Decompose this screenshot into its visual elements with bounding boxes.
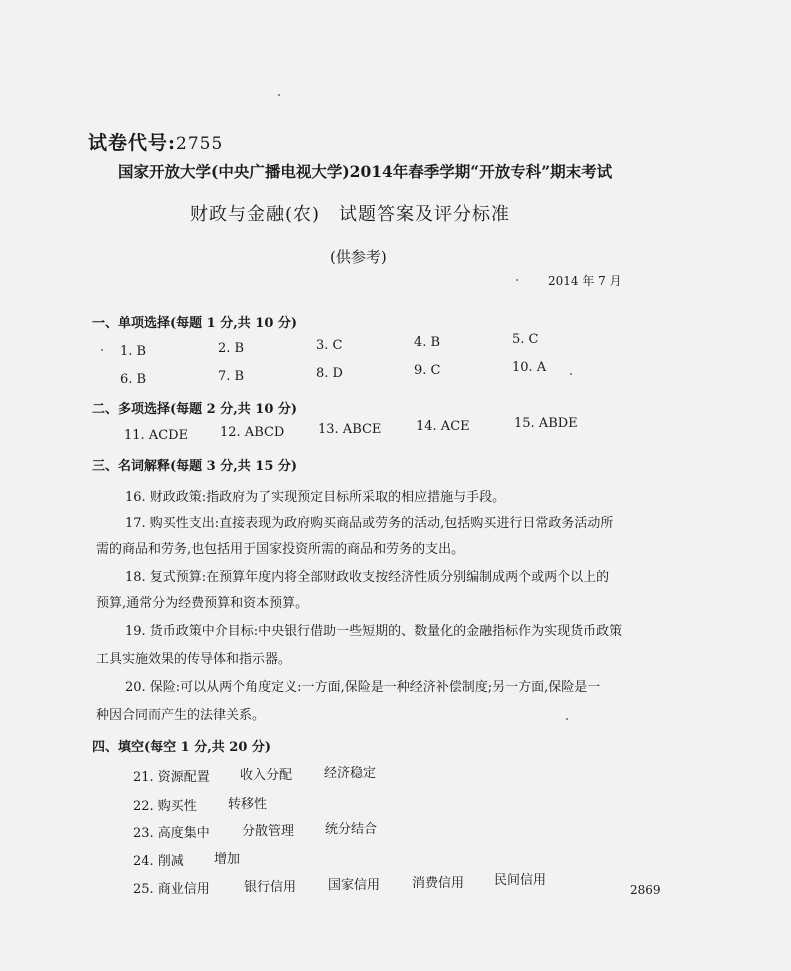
page-number: 2869: [630, 883, 661, 897]
fill-24-a: 24. 削减: [133, 854, 184, 869]
definition-19-line2: 工具实施效果的传导体和指示器。: [96, 652, 292, 667]
fill-21-c: 经济稳定: [324, 766, 377, 781]
section-2-title: 二、多项选择(每题 2 分,共 10 分): [92, 402, 298, 417]
exam-title: 国家开放大学(中央广播电视大学)2014年春季学期“开放专科”期末考试: [118, 162, 613, 181]
scan-speck: [101, 349, 103, 351]
section-4-title: 四、填空(每空 1 分,共 20 分): [92, 740, 272, 755]
definition-20-line1: 20. 保险:可以从两个角度定义:一方面,保险是一种经济补偿制度;另一方面,保险是一: [125, 680, 601, 695]
answer-3: 3. C: [316, 338, 343, 353]
exam-date: 2014 年 7 月: [548, 274, 622, 288]
answer-10: 10. A: [512, 360, 547, 375]
fill-25-e: 民间信用: [494, 873, 547, 888]
paper-code-label: 试卷代号:: [88, 132, 177, 154]
answer-9: 9. C: [414, 363, 441, 378]
definition-18-line2: 预算,通常分为经费预算和资本预算。: [96, 596, 309, 611]
answer-2: 2. B: [218, 341, 245, 356]
section-1-title: 一、单项选择(每题 1 分,共 10 分): [92, 316, 298, 331]
answer-8: 8. D: [316, 366, 343, 381]
answer-15: 15. ABDE: [514, 416, 578, 431]
definition-18-line1: 18. 复式预算:在预算年度内将全部财政收支按经济性质分别编制成两个或两个以上的: [125, 570, 610, 585]
fill-22-a: 22. 购买性: [133, 799, 197, 814]
fill-21-b: 收入分配: [240, 768, 293, 783]
definition-20-line2: 种因合同而产生的法律关系。: [96, 708, 266, 723]
answer-1: 1. B: [120, 344, 147, 359]
answer-12: 12. ABCD: [220, 425, 285, 440]
answer-7: 7. B: [218, 369, 245, 384]
answer-14: 14. ACE: [416, 419, 470, 434]
scan-speck: [516, 279, 518, 281]
paper-code: [88, 128, 223, 155]
answer-11: 11. ACDE: [124, 428, 189, 443]
answer-5: 5. C: [512, 332, 539, 347]
answer-13: 13. ABCE: [318, 422, 382, 437]
fill-23-c: 统分结合: [325, 822, 378, 837]
definition-19-line1: 19. 货币政策中介目标:中央银行借助一些短期的、数量化的金融指标作为实现货币政策: [125, 624, 623, 639]
section-3-title: 三、名词解释(每题 3 分,共 15 分): [92, 459, 298, 474]
answer-4: 4. B: [414, 335, 441, 350]
scan-speck: [278, 94, 280, 96]
fill-23-b: 分散管理: [242, 824, 295, 839]
answer-6: 6. B: [120, 372, 147, 387]
definition-16: 16. 财政政策:指政府为了实现预定目标所采取的相应措施与手段。: [125, 490, 506, 505]
paper-code-number: 2755: [176, 134, 224, 154]
fill-25-d: 消费信用: [412, 876, 465, 891]
fill-23-a: 23. 高度集中: [133, 826, 210, 841]
fill-25-c: 国家信用: [328, 878, 381, 893]
definition-17-line2: 需的商品和劳务,也包括用于国家投资所需的商品和劳务的支出。: [96, 542, 465, 557]
fill-25-a: 25. 商业信用: [133, 882, 210, 897]
subject-title: 财政与金融(农) 试题答案及评分标准: [190, 204, 511, 225]
fill-21-a: 21. 资源配置: [133, 770, 210, 785]
fill-22-b: 转移性: [228, 797, 268, 812]
definition-17-line1: 17. 购买性支出:直接表现为政府购买商品或劳务的活动,包括购买进行日常政务活动所: [125, 516, 614, 531]
fill-25-b: 银行信用: [244, 880, 297, 895]
scan-speck: [566, 718, 568, 720]
reference-note: (供参考): [330, 248, 387, 266]
fill-24-b: 增加: [214, 852, 241, 867]
scan-speck: [570, 373, 572, 375]
